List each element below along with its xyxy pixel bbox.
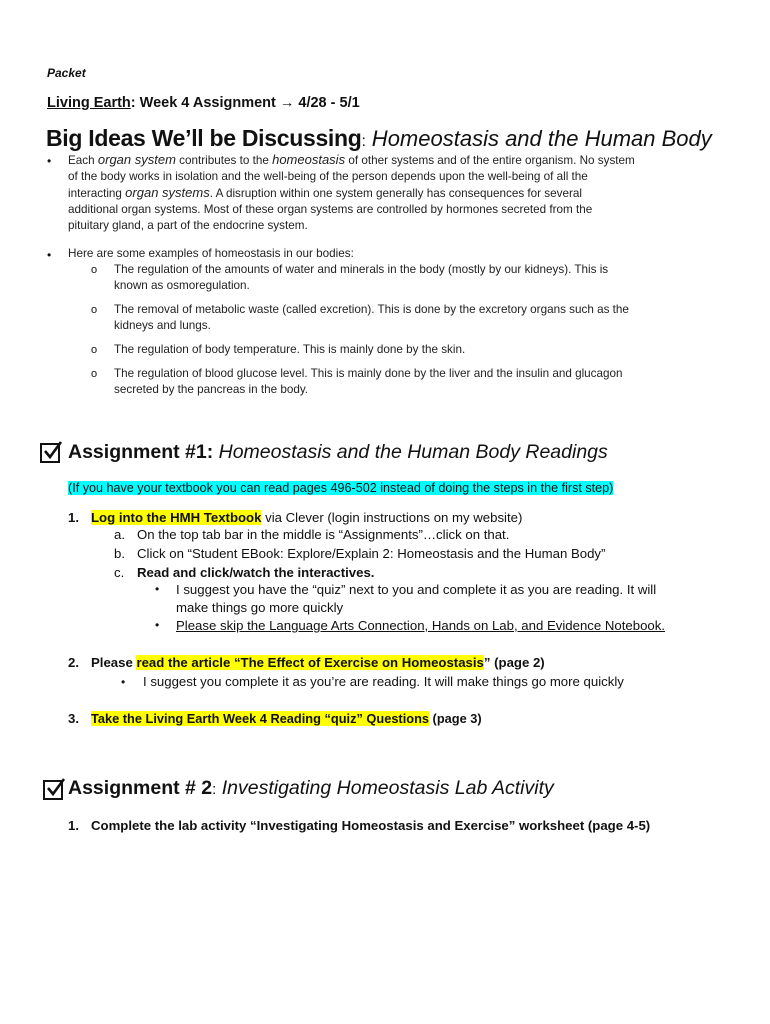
big-ideas-subtitle: Homeostasis and the Human Body xyxy=(365,126,712,151)
example-line: known as osmoregulation. xyxy=(114,279,250,292)
week-assignment-dates: : Week 4 Assignment → 4/28 - 5/1 xyxy=(130,95,360,111)
example-item xyxy=(114,302,629,334)
step-number: 1. xyxy=(68,818,79,833)
example-line: secreted by the pancreas in the body. xyxy=(114,383,309,396)
example-item xyxy=(114,342,465,358)
bullet-icon: • xyxy=(155,618,160,632)
substep-b-text: Click on “Student EBook: Explore/Explain 2: Homeostasis and the Human Body” xyxy=(137,546,606,561)
substep-marker: c. xyxy=(114,565,125,580)
circle-bullet-icon: o xyxy=(91,368,98,380)
big-ideas-separator: : xyxy=(361,133,366,150)
step2-suggestion: I suggest you complete it as you’re are reading. It will make things go more quickly xyxy=(143,674,624,689)
circle-bullet-icon: o xyxy=(91,344,98,356)
textbook-note-highlight: (If you have your textbook you can read pages 496-502 instead of doing the steps in the first step) xyxy=(68,481,614,495)
big-ideas-heading xyxy=(46,125,712,152)
week-heading xyxy=(47,95,360,111)
step1-rest: via Clever (login instructions on my website) xyxy=(261,510,523,525)
assignment2-heading xyxy=(68,777,554,800)
bullet-icon: • xyxy=(121,675,126,689)
organ-system-paragraph xyxy=(68,152,728,234)
para1-line: of the body works in isolation and the well-being of the person depends upon the well-being of all the xyxy=(68,170,588,183)
substep-marker: b. xyxy=(114,546,125,561)
example-line: The regulation of blood glucose level. This is mainly done by the liver and the insulin and glucagon xyxy=(114,367,623,380)
assignment1-subtitle: Homeostasis and the Human Body Readings xyxy=(213,441,608,463)
step3-post: (page 3) xyxy=(429,711,482,726)
step-number: 2. xyxy=(68,655,79,670)
para1-text: . A disruption within one system generally has consequences for several xyxy=(209,187,582,200)
bullet-icon: • xyxy=(47,154,52,168)
substep-marker: a. xyxy=(114,527,125,542)
example-item xyxy=(114,366,623,398)
para1-emphasis: organ systems xyxy=(125,185,210,200)
circle-bullet-icon: o xyxy=(91,304,98,316)
packet-label: Packet xyxy=(47,66,86,80)
assignment2-separator: : xyxy=(212,781,217,798)
para1-text: of other systems and of the entire organism. No system xyxy=(345,154,635,167)
substep-c-text: Read and click/watch the interactives. xyxy=(137,565,375,580)
bullet-icon: • xyxy=(155,582,160,596)
lab-activity-text: Complete the lab activity “Investigating Homeostasis and Exercise” worksheet (page 4-5) xyxy=(91,818,651,833)
step2-highlight: read the article “The Effect of Exercise on Homeostasis xyxy=(136,655,484,670)
para1-text: contributes to the xyxy=(175,154,273,167)
course-name: Living Earth xyxy=(47,95,131,111)
circle-bullet-icon: o xyxy=(91,264,98,276)
step2-text xyxy=(91,654,545,672)
step3-highlight: Take the Living Earth Week 4 Reading “quiz” Questions xyxy=(91,711,429,726)
assignment1-label: Assignment #1: xyxy=(68,441,214,463)
assignment1-heading xyxy=(68,441,608,464)
step1-text xyxy=(91,509,522,527)
checkbox-checked-icon xyxy=(43,780,63,800)
examples-intro: Here are some examples of homeostasis in our bodies: xyxy=(68,247,354,260)
step1-highlight: Log into the HMH Textbook xyxy=(91,510,262,525)
bullet-icon: • xyxy=(47,248,52,262)
textbook-note xyxy=(68,479,613,497)
big-ideas-title: Big Ideas We’ll be Discussing xyxy=(46,125,362,151)
assignment2-subtitle: Investigating Homeostasis Lab Activity xyxy=(216,777,554,799)
suggestion-text xyxy=(176,581,656,617)
example-line: kidneys and lungs. xyxy=(114,319,211,332)
para1-line: pituitary gland, a part of the endocrine system. xyxy=(68,219,308,232)
example-item xyxy=(114,262,608,294)
para1-emphasis: organ system xyxy=(97,152,176,167)
para1-emphasis: homeostasis xyxy=(272,152,346,167)
step2-post: ” (page 2) xyxy=(483,655,545,670)
example-line: The regulation of body temperature. This is mainly done by the skin. xyxy=(114,343,466,356)
suggestion-line: I suggest you have the “quiz” next to you and complete it as you are reading. It will xyxy=(176,582,657,597)
para1-text: interacting xyxy=(68,187,126,200)
step-number: 3. xyxy=(68,711,79,726)
substep-a-text: On the top tab bar in the middle is “Assignments”…click on that. xyxy=(137,527,510,542)
example-line: The regulation of the amounts of water and minerals in the body (mostly by our kidneys). This is xyxy=(114,263,609,276)
step2-pre: Please xyxy=(91,655,137,670)
skip-sections-text: Please skip the Language Arts Connection, Hands on Lab, and Evidence Notebook. xyxy=(176,618,666,633)
assignment2-label: Assignment # 2 xyxy=(68,777,213,799)
step3-text xyxy=(91,710,482,728)
para1-text: Each xyxy=(68,154,98,167)
suggestion-line: make things go more quickly xyxy=(176,600,344,615)
step-number: 1. xyxy=(68,510,79,525)
checkbox-checked-icon xyxy=(40,443,60,463)
example-line: The removal of metabolic waste (called excretion). This is done by the excretory organs such as the xyxy=(114,303,629,316)
para1-line: additional organ systems. Most of these organ systems are controlled by hormones secreted from the xyxy=(68,203,593,216)
